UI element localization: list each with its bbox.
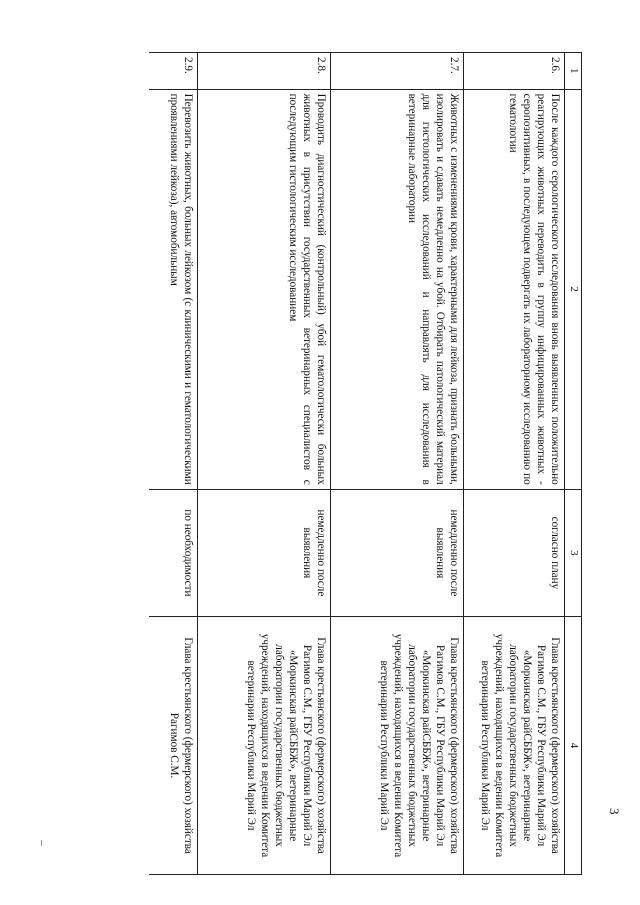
table-row <box>149 53 198 875</box>
responsible-text: Глава крестьянского (фермерского) хозяйства Рагимов С.М., ГБУ Республики Марий Эл «Моркинская райСББЖ», ветеринарные лаборатории государственных бюджетных учреждений, находящихся в ведении Комитета ветеринарии Республики Марий Эл <box>198 617 331 875</box>
responsible-text: Глава крестьянского (фермерского) хозяйства Рагимов С.М., ГБУ Республики Марий Эл «Моркинская райСББЖ», ветеринарные лаборатории государственных бюджетных учреждений, находящихся в ведении Комитета ветеринарии Республики Марий Эл <box>331 617 464 875</box>
column-number-4: 4 <box>565 617 582 875</box>
measure-text: После каждого серологического исследования вновь выявленных положительно реагирующих животных переводить в группу инфицированных животных - серопозитивных, в последующем подвергать их лабораторному исследованию по гематологии <box>464 89 565 489</box>
table-row <box>331 53 464 875</box>
measure-text: Проводить диагностический (контрольный) убой гематологически больных животных в присутствии государственных ветеринарных специалистов с последующим гистологическим исследованием <box>198 89 331 489</box>
column-number-2: 2 <box>565 89 582 489</box>
column-number-1: 1 <box>565 53 582 90</box>
measures-table <box>149 52 582 875</box>
term-text: согласно плану <box>464 489 565 616</box>
table-row <box>198 53 331 875</box>
term-text: по необходимости <box>149 489 198 616</box>
responsible-text: Глава крестьянского (фермерского) хозяйства Рагимов С.М., ГБУ Республики Марий Эл «Моркинская райСББЖ», ветеринарные лаборатории государственных бюджетных учреждений, находящихся в ведении Комитета ветеринарии Республики Марий Эл <box>464 617 565 875</box>
table-row <box>464 53 565 875</box>
table-header-row <box>565 53 582 875</box>
responsible-text: Глава крестьянского (фермерского) хозяйства Рагимов С.М. <box>149 617 198 875</box>
row-number: 2.9. <box>149 53 198 90</box>
row-number: 2.6. <box>464 53 565 90</box>
column-number-3: 3 <box>565 489 582 616</box>
row-number: 2.7. <box>331 53 464 90</box>
page-number: 3 <box>607 808 622 815</box>
row-number: 2.8. <box>198 53 331 90</box>
measure-text: Перевозить животных, больных лейкозом (с клиническими и гематологическими проявлениями лейкоза), автомобильным <box>149 89 198 489</box>
scan-mark <box>41 840 42 846</box>
term-text: немедленно после выявления <box>331 489 464 616</box>
term-text: немедленно после выявления <box>198 489 331 616</box>
measure-text: Животных с изменениями крови, характерными для лейкоза, признать больными, изолировать и сдавать немедленно на убой. Отбирать патологический материал для гистологических исследований и направлять для исследования в ветеринарные лаборатории <box>331 89 464 489</box>
